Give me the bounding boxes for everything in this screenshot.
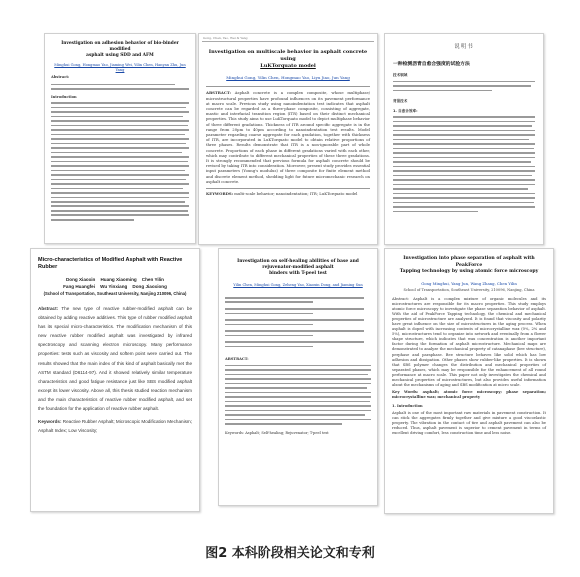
paper-title-line2: asphalt using SDD and AFM xyxy=(86,53,154,58)
keywords-text: Keywords: Asphalt; Self-healing; Rejuvenator; T-peel test xyxy=(225,430,329,435)
paper-affiliation: (School of Transportation, Southeast University, Nanjing 210096, China) xyxy=(43,291,187,296)
paper-title-line1: Investigation into phase separation of asphalt with PeakForce xyxy=(403,256,535,268)
patent-card-self-healing xyxy=(384,33,544,245)
introduction-label: Introduction xyxy=(51,94,77,99)
body-text-block xyxy=(51,84,189,90)
header-rule xyxy=(202,41,374,42)
paper-title-line2: LuKTorquato model xyxy=(260,62,316,69)
paper-title-line1: Investigation on self-healing abilities of base and rejuvenator-modified asphalt xyxy=(237,259,359,270)
paper-affiliation: School of Transportation, Southeast University, 210096, Nanjing, China xyxy=(403,287,535,292)
paper-authors: Minghui Gong, Yilin Chen, Hongmao Yao, Liyu Jiao, Jun Yang xyxy=(226,75,350,81)
abstract-text: Abstract: Asphalt is a complex mixture of organic molecules and its microstructures are responsible for its macro properties. This study employs atomic force microscopy to investigate the phase separation behavior of asphalt. With the aid of PeakForce Tapping technology, the chemical and mechanical properties of microstructure are analyzed. It is found that viscosity and polarity have great influence on the size of microstructures in the aging process. When asphalt is doped with increasing contents of microcrystalline wax (0%, 2% and 5%), microstructures tend to organize into network and eventually from a flower shape structure, which indicates that wax concentration is another important factor during the formation of asphalt microstructure. Mechanical maps are demonstrated to analyze the mechanical property of catanaphase (bee structure), perphase and paraphase. Bee structure behaves like solid which has low adhesion and dissipation. Other phases show rubber-like properties. It is shown that SBS polymer changes the distribution and mechanical properties of separated phases, which may be responsible for the enhancement of all round performance at macro scale. This paper not only investigates the chemical and mechanical properties of microstructures, but also provides useful information about the mechanisms of aging and SBS modification at micro scale. xyxy=(392,296,546,388)
paper-title-line1: Investigation on adhesion behavior of bio-binder modified xyxy=(61,41,179,52)
paper-title-line2: Tapping technology by using atomic force microscopy xyxy=(399,269,539,274)
abstract-lines xyxy=(225,365,371,425)
paper-authors-line2: Fang Huangfei Wu Yinxiang Dong Jiaoxiong xyxy=(63,284,167,289)
paper-authors: Gong Minghui, Yang Jun, Wang Zhang, Chen Yilin xyxy=(421,280,517,286)
subsection-label: 1. 自愈合效率: xyxy=(393,108,418,113)
paper-card-adhesion xyxy=(44,33,196,244)
abstract-text: Asphalt concrete is a complex composite, whose multiphase/ microstructural properties have profound influences on its pavement performance at macro scale. Previous study using nanoindentation test indicates that asphalt concrete can be regarded as a three-phase composite, consisting of aggregate, mastic and interfacial transition region (ITR) based on their distinct mechanical properties. This study aims to use LuKTorquato model to depict multiphase behavior of three different gradations. Thickness of ITR around specific aggregate is in the range from 20µm to 40µm according to nanoindentation test results. Model parameter regarding coarse aggregate for each gradation, together with thickness of ITR, are incorporated in LuKTorquato model to obtain relative proportions of three phases. Results demonstrate that ITR is a non-ignorable part of whole concrete. Proportions of each phase in different gradations varied with each other, which may contribute to different mechanical properties of these three gradations. It is strongly recommended that previous formula for asphalt concrete should be revised by taking ITR into consideration. Moreover, present study provides essential input parameters (Young's modulus) of three composite for finite element method and discrete element method, shedding light for future micromechanic research on asphalt concrete. xyxy=(206,90,370,184)
paper-card-reactive-rubber xyxy=(30,248,200,512)
patent-text-lines xyxy=(393,81,535,92)
introduction-label: 1. Introduction xyxy=(392,404,423,409)
running-header: Gong, Chen, Yao, Wei & Yang xyxy=(203,36,248,40)
keywords-label: Keywords: xyxy=(38,419,62,425)
abstract-text: The new type of reactive rubber-modified asphalt can be obtained by adding reactive additives. This type of rubber modified asphalt has its special micro-characteristics. The modification mechanism of this new reactive rubber modified asphalt was investigated by infrared spectroscopy and scanning electron microscopy. Many performance properties: tests such as viscosity and softem point were carried out. The results showed that the main index of this kind of asphalt basically met the ASTM standard (D6114-97). And it showed relatively similar temperature characteristics and good fatigue resistance just like SBS modified asphalt except its lower viscosity. Above all, this thesis studied reaction mechanism and the main characteristics of reactive rubber modified asphalt, and set the foundation for the application of reactive rubber asphalt. xyxy=(38,306,193,412)
patent-header: 说明书 xyxy=(454,44,474,50)
paper-card-peakforce xyxy=(384,248,554,514)
affiliation-lines xyxy=(225,297,371,347)
abstract-label: Abstract: xyxy=(38,306,59,311)
abstract-label: Abstract: xyxy=(51,75,70,80)
paper-authors: Minghui Gong, Hongmao Yao, Jiaming Wei, Yilin Chen, Hanyan Zhu, Jun Yang xyxy=(54,63,186,72)
keywords-text: Reactive Rubber Asphalt; Microscopic Modification Mechanism; Asphalt Index; Low Viscosity; xyxy=(38,419,192,434)
section-label: 技术领域 xyxy=(393,73,408,77)
divider xyxy=(206,86,370,87)
figure-caption: 图2 本科阶段相关论文和专利 xyxy=(205,546,375,561)
abstract-label: ABSTRACT: xyxy=(225,357,249,362)
intro-text: Asphalt is one of the most important raw materials in pavement construction. It can stick the aggregates firmly together and give mixture a good viscoelastic property. The vibration in the contact of tire and asphalt pavement can also be reduced. Thus, asphalt pavement is superior to cement pavement in terms of excellent driving comfort, less construction time and less noise. xyxy=(392,410,546,436)
paper-authors: Yilin Chen, Minghui Gong, Zeheng Yao, Xiaoxin Dong, and Jiaming Sun xyxy=(233,283,363,287)
patent-title: 一种检测沥青自愈合强度的试验方法 xyxy=(393,62,470,67)
patent-text-lines xyxy=(393,116,535,212)
paper-authors-line1: Dong Xiaoxin Huang Xiaoming Chen Yilin xyxy=(65,277,164,282)
section-label: 背景技术 xyxy=(393,99,408,104)
paper-title: Micro-characteristics of Modified Asphalt with Reactive Rubber xyxy=(38,257,183,270)
paper-title-line1: Investigation on multiscale behavior in asphalt concrete using xyxy=(208,49,368,62)
keywords-text: Key Words: asphalt; atomic force microscopy; phase separation; microcrystalline wax; mechanical property xyxy=(392,390,546,400)
keywords-label: KEYWORDS: xyxy=(206,191,234,197)
paper-card-t-peel xyxy=(218,248,378,506)
paper-title-line2: binders with T-peel test xyxy=(269,271,327,276)
paper-card-multiscale xyxy=(198,33,378,245)
body-text-lines xyxy=(51,102,189,220)
abstract-label: ABSTRACT: xyxy=(206,90,231,96)
divider xyxy=(206,188,370,189)
keywords-text: multi-scale behavior; nanoindentation; ITR; LuKTorquato model xyxy=(234,191,358,197)
